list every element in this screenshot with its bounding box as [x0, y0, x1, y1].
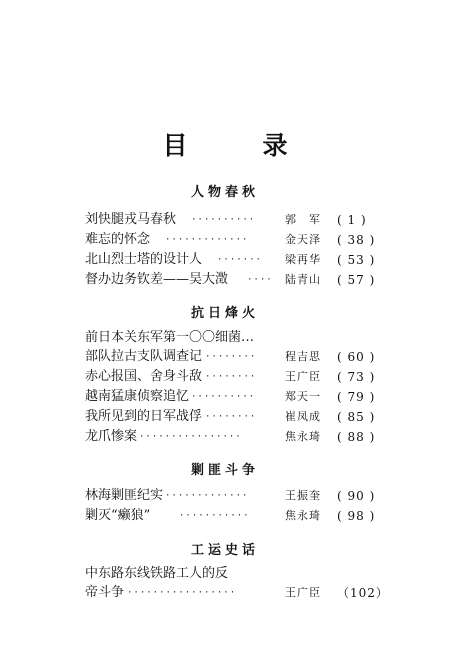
title-char-2: 录 — [262, 131, 288, 160]
entry-page: ( 73 ) — [337, 370, 376, 384]
entry-title: 难忘的怀念 — [85, 232, 151, 247]
toc-entry: 部队拉古支队调查记 ········ 程吉思 ( 60 ) — [85, 347, 395, 367]
entry-title: 龙爪惨案 — [85, 429, 138, 444]
entry-title: 剿灭“癞狼” — [85, 508, 151, 523]
section-heading: 人物春秋 — [190, 185, 259, 200]
title-char-1: 目 — [162, 131, 188, 160]
entry-title: 部队拉古支队调查记 — [85, 349, 203, 364]
entry-page: ( 60 ) — [337, 350, 376, 364]
entry-title: 林海剿匪纪实 — [85, 488, 164, 503]
entry-page: ( 1 ) — [337, 213, 367, 227]
entry-author: 郑天一 — [285, 390, 321, 403]
toc-entry: 我所见到的日军战俘 ········ 崔凤成 ( 85 ) — [85, 407, 395, 427]
entry-page: ( 53 ) — [337, 253, 376, 267]
toc-entry: 北山烈士塔的设计人 ······· 梁再华 ( 53 ) — [85, 250, 395, 270]
toc-entry: 帝斗争 ················· 王广臣 （102） — [85, 583, 395, 603]
entry-author: 王振奎 — [285, 489, 321, 502]
entry-page: ( 90 ) — [337, 489, 376, 503]
section-heading: 抗日烽火 — [190, 306, 259, 321]
toc-entry: 赤心报国、舍身斗敌 ········ 王广臣 ( 73 ) — [85, 367, 395, 387]
entry-page: ( 79 ) — [337, 390, 376, 404]
entry-title-intro: 前日本关东军第一〇〇细菌… — [85, 330, 255, 345]
toc-entry: 难忘的怀念 ············· 金天泽 ( 38 ) — [85, 230, 395, 250]
entry-title: 赤心报国、舍身斗敌 — [85, 369, 203, 384]
entry-page: ( 85 ) — [337, 410, 376, 424]
entry-page: ( 88 ) — [337, 430, 376, 444]
entry-page: （102） — [337, 586, 389, 600]
toc-entry: 林海剿匪纪实 ············· 王振奎 ( 90 ) — [85, 486, 395, 506]
entry-title-intro: 中东路东线铁路工人的反 — [85, 566, 229, 581]
toc-entry: 龙爪惨案 ················ 焦永琦 ( 88 ) — [85, 427, 395, 447]
entry-author: 梁再华 — [285, 253, 321, 266]
entry-page: ( 57 ) — [337, 273, 376, 287]
entry-author: 程吉思 — [285, 350, 321, 363]
entry-title: 督办边务钦差——吴大澂 — [85, 272, 229, 287]
entry-author: 陆青山 — [285, 273, 321, 286]
section-heading: 工运史话 — [190, 543, 259, 558]
page-title — [0, 126, 450, 162]
entry-author: 王广臣 — [285, 370, 321, 383]
toc-entry: 督办边务钦差——吴大澂 ···· 陆青山 ( 57 ) — [85, 270, 395, 290]
entry-author: 王广臣 — [285, 586, 321, 599]
entry-author: 金天泽 — [285, 233, 321, 246]
entry-page: ( 98 ) — [337, 509, 376, 523]
entry-author: 崔凤成 — [285, 410, 321, 423]
entry-title: 帝斗争 — [85, 585, 125, 600]
toc-entry: 刘快腿戎马春秋 ·········· 郭 军 ( 1 ) — [85, 210, 395, 230]
toc-entry: 越南猛康侦察追忆 ·········· 郑天一 ( 79 ) — [85, 387, 395, 407]
entry-author: 焦永琦 — [285, 430, 321, 443]
toc-entry: 剿灭“癞狼” ··········· 焦永琦 ( 98 ) — [85, 506, 395, 526]
entry-title: 北山烈士塔的设计人 — [85, 252, 203, 267]
entry-title: 越南猛康侦察追忆 — [85, 389, 190, 404]
entry-title: 刘快腿戎马春秋 — [85, 212, 177, 227]
entry-author: 郭 军 — [285, 213, 321, 226]
entry-title: 我所见到的日军战俘 — [85, 409, 203, 424]
section-heading: 剿匪斗争 — [190, 463, 259, 478]
entry-author: 焦永琦 — [285, 509, 321, 522]
entry-page: ( 38 ) — [337, 233, 376, 247]
